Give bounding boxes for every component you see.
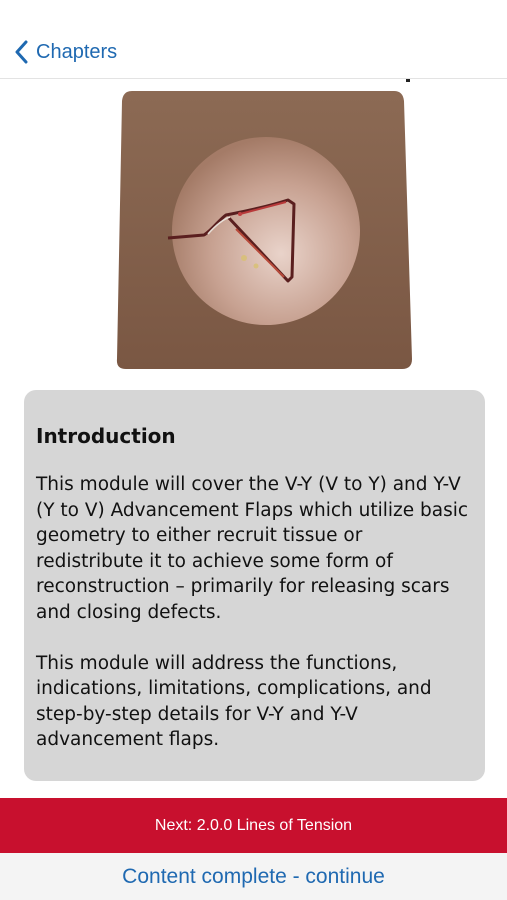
card-paragraph-1: This module will cover the V-Y (V to Y) and Y-V (Y to V) Advancement Flaps which utilize basic geometry to either recruit tissue or redistribute it to achieve some form of reconstruction – primarily for releasing scars and closing defects. bbox=[36, 474, 469, 623]
back-button-label: Chapters bbox=[36, 40, 118, 63]
footer-bar bbox=[0, 853, 507, 900]
next-chapter-button[interactable]: Next: 2.0.0 Lines of Tension bbox=[0, 798, 507, 853]
introduction-card bbox=[24, 390, 485, 781]
chevron-left-icon bbox=[14, 40, 28, 64]
content-complete-continue-link[interactable]: Content complete - continue bbox=[122, 864, 385, 888]
navigation-bar bbox=[0, 0, 507, 79]
surgical-model-image bbox=[116, 91, 412, 369]
card-paragraph-2: This module will address the functions, indications, limitations, complications, and step-by-step details for V-Y and Y-V advancement flaps. bbox=[36, 652, 432, 751]
back-button-chapters[interactable] bbox=[14, 37, 117, 67]
card-title: Introduction bbox=[36, 424, 176, 448]
